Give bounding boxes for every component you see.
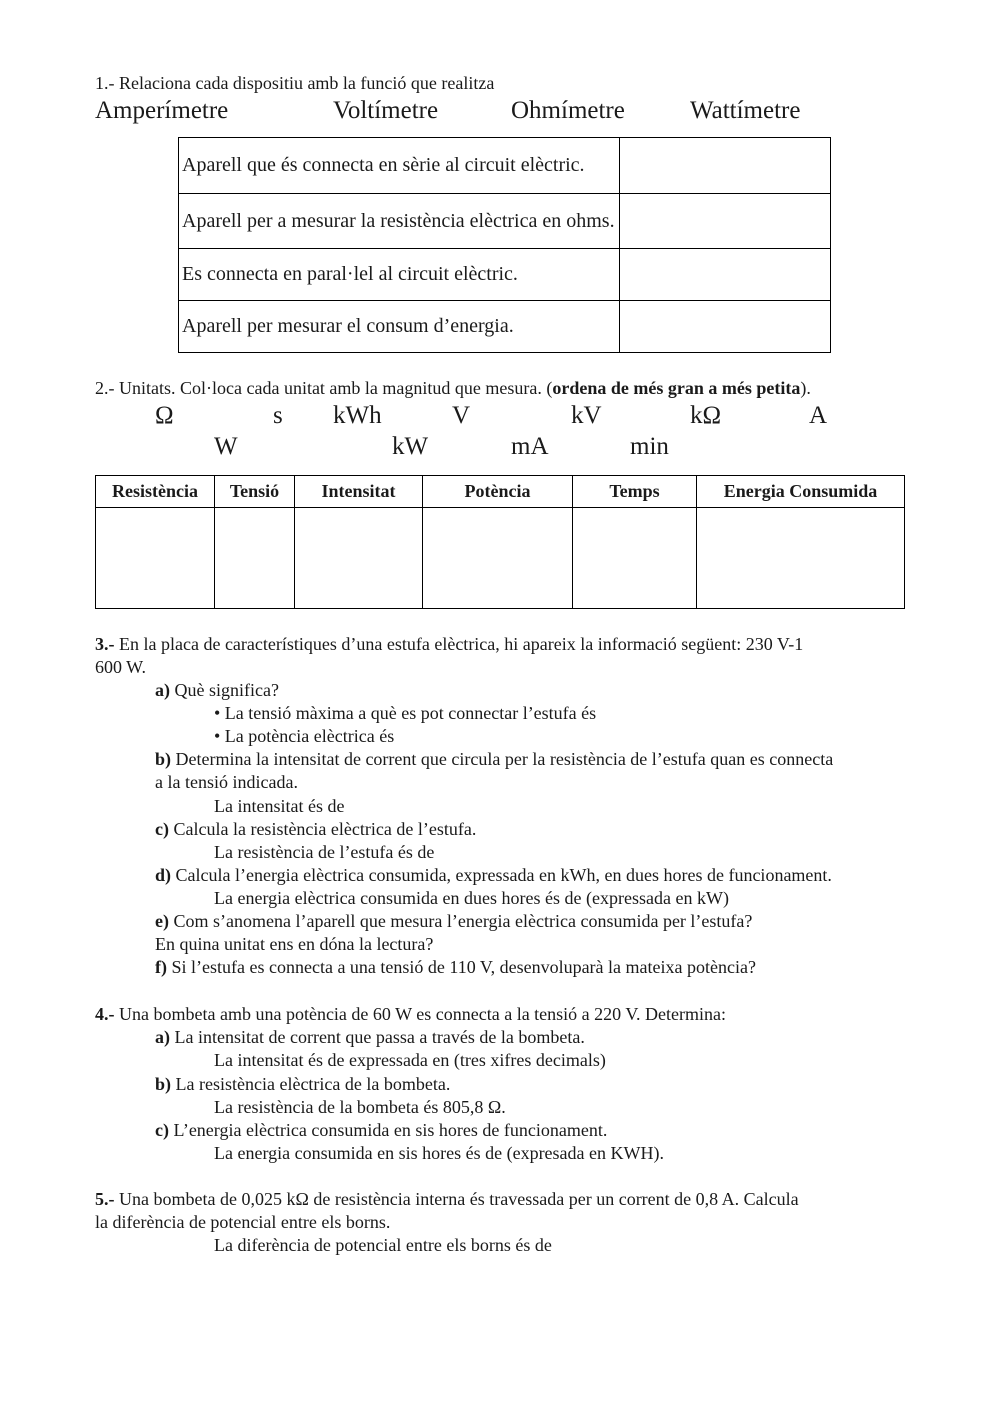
q4c-text: L’energia elèctrica consumida en sis hores de funcionament.: [168, 1120, 608, 1140]
q2-prompt: [95, 377, 811, 400]
q2-prompt-start: 2.- Unitats. Col·loca cada unitat amb la magnitud que mesura. (: [95, 378, 553, 398]
q3b-label: b): [155, 749, 172, 769]
units-header-row: [96, 476, 905, 508]
device-matching-table: [178, 137, 831, 353]
q3a-label: a): [155, 680, 170, 700]
q3f-label: f): [155, 957, 167, 977]
unit-word-s[interactable]: s: [273, 402, 283, 429]
units-table: [95, 475, 905, 609]
q4c-answer: La energia consumida en sis hores és de (expresada en KWH).: [214, 1143, 664, 1163]
q4c-label: c): [155, 1120, 169, 1140]
unit-word-a[interactable]: A: [809, 402, 828, 429]
q3e-line2: En quina unitat ens en dóna la lectura?: [155, 934, 434, 954]
unit-word-min[interactable]: min: [630, 433, 669, 460]
header-intensitat: Intensitat: [295, 476, 423, 508]
unit-word-kv[interactable]: kV: [571, 402, 602, 429]
q3b: [155, 748, 833, 771]
q3d-text: Calcula l’energia elèctrica consumida, expressada en kWh, en dues hores de funcionament.: [171, 865, 832, 885]
unit-word-kohm[interactable]: kΩ: [690, 402, 722, 429]
header-potencia: Potència: [423, 476, 573, 508]
q4b-label: b): [155, 1074, 172, 1094]
drop-zone-intensitat[interactable]: [295, 508, 423, 609]
q4b-answer: La resistència de la bombeta és 805,8 Ω.: [214, 1097, 506, 1117]
q3f-text: Si l’estufa es connecta a una tensió de 110 V, desenvoluparà la mateixa potència?: [167, 957, 756, 977]
answer-drop-box[interactable]: [620, 138, 831, 194]
q4a-label: a): [155, 1027, 170, 1047]
function-description: Es connecta en paral·lel al circuit elèctric.: [179, 249, 620, 301]
q1-prompt: 1.- Relaciona cada dispositiu amb la funció que realitza: [95, 73, 495, 93]
q3-line1: [95, 633, 803, 656]
q3d: [155, 864, 832, 887]
drop-zone-temps[interactable]: [573, 508, 697, 609]
header-tensio: Tensió: [215, 476, 295, 508]
table-row: [179, 138, 831, 194]
q4a-answer: La intensitat és de expressada en (tres xifres decimals): [214, 1050, 606, 1070]
q3c-label: c): [155, 819, 169, 839]
q3c: [155, 818, 476, 841]
device-word-amperimetre[interactable]: Amperímetre: [95, 97, 229, 124]
unit-word-v[interactable]: V: [452, 402, 471, 429]
q4c: [155, 1119, 607, 1142]
unit-word-ohm[interactable]: Ω: [155, 402, 174, 429]
q3a-text: Què significa?: [170, 680, 279, 700]
drop-zone-energia-consumida[interactable]: [697, 508, 905, 609]
unit-word-kw[interactable]: kW: [392, 433, 429, 460]
function-description: Aparell que és connecta en sèrie al circuit elèctric.: [179, 138, 620, 194]
answer-drop-box[interactable]: [620, 194, 831, 249]
q5-answer: La diferència de potencial entre els borns és de: [214, 1235, 552, 1255]
answer-value: [623, 317, 827, 337]
unit-word-w[interactable]: W: [214, 433, 238, 460]
q3e-text: Com s’anomena l’aparell que mesura l’energia elèctrica consumida per l’estufa?: [168, 911, 753, 931]
q4a-text: La intensitat de corrent que passa a través de la bombeta.: [170, 1027, 585, 1047]
table-row: [179, 301, 831, 353]
q4-number: 4.-: [95, 1004, 115, 1024]
device-word-wattimetre[interactable]: Wattímetre: [690, 97, 801, 124]
drop-zone-tensio[interactable]: [215, 508, 295, 609]
table-row: [179, 194, 831, 249]
header-temps: Temps: [573, 476, 697, 508]
q3e: [155, 910, 752, 933]
q3f: [155, 956, 756, 979]
unit-word-kwh[interactable]: kWh: [333, 402, 382, 429]
q3a-bullet-2: • La potència elèctrica és: [214, 726, 395, 746]
q5-line1: [95, 1188, 799, 1211]
q3-number: 3.-: [95, 634, 115, 654]
q3c-answer: La resistència de l’estufa és de: [214, 842, 435, 862]
header-energia-consumida: Energia Consumida: [697, 476, 905, 508]
q2-prompt-end: ).: [800, 378, 811, 398]
q3d-answer: La energia elèctrica consumida en dues hores és de (expressada en kW): [214, 888, 729, 908]
table-row: [179, 249, 831, 301]
q3c-text: Calcula la resistència elèctrica de l’estufa.: [168, 819, 477, 839]
q2-prompt-bold: ordena de més gran a més petita: [552, 378, 801, 398]
answer-value: [623, 265, 827, 285]
drop-zone-resistencia[interactable]: [96, 508, 215, 609]
answer-drop-box[interactable]: [620, 249, 831, 301]
q3d-label: d): [155, 865, 172, 885]
q4b-text: La resistència elèctrica de la bombeta.: [171, 1074, 451, 1094]
q4-line1: [95, 1003, 726, 1026]
q5-text: Una bombeta de 0,025 kΩ de resistència interna és travessada per un corrent de 0,8 A. Calcula: [114, 1189, 799, 1209]
units-drop-row: [96, 508, 905, 609]
q3-line2: 600 W.: [95, 657, 147, 677]
function-description: Aparell per a mesurar la resistència elèctrica en ohms.: [179, 194, 620, 249]
answer-value: [623, 156, 827, 176]
q3a-bullet-1: • La tensió màxima a què es pot connectar l’estufa és: [214, 703, 597, 723]
drop-zone-potencia[interactable]: [423, 508, 573, 609]
q3b-text: Determina la intensitat de corrent que circula per la resistència de l’estufa quan es connecta: [171, 749, 834, 769]
header-resistencia: Resistència: [96, 476, 215, 508]
answer-value: [623, 211, 827, 231]
q5-line2: la diferència de potencial entre els borns.: [95, 1212, 391, 1232]
q4a: [155, 1026, 585, 1049]
q3b-line2: a la tensió indicada.: [155, 772, 298, 792]
q3a: [155, 679, 279, 702]
q3e-label: e): [155, 911, 169, 931]
device-word-ohmimetre[interactable]: Ohmímetre: [511, 97, 625, 124]
device-word-voltimetre[interactable]: Voltímetre: [333, 97, 439, 124]
q3-text: En la placa de característiques d’una estufa elèctrica, hi apareix la informació següent: 230 V-1: [114, 634, 804, 654]
unit-word-ma[interactable]: mA: [511, 433, 549, 460]
answer-drop-box[interactable]: [620, 301, 831, 353]
q4-text: Una bombeta amb una potència de 60 W es connecta a la tensió a 220 V. Determina:: [114, 1004, 726, 1024]
q3b-answer: La intensitat és de: [214, 796, 345, 816]
function-description: Aparell per mesurar el consum d’energia.: [179, 301, 620, 353]
q4b: [155, 1073, 450, 1096]
q5-number: 5.-: [95, 1189, 115, 1209]
